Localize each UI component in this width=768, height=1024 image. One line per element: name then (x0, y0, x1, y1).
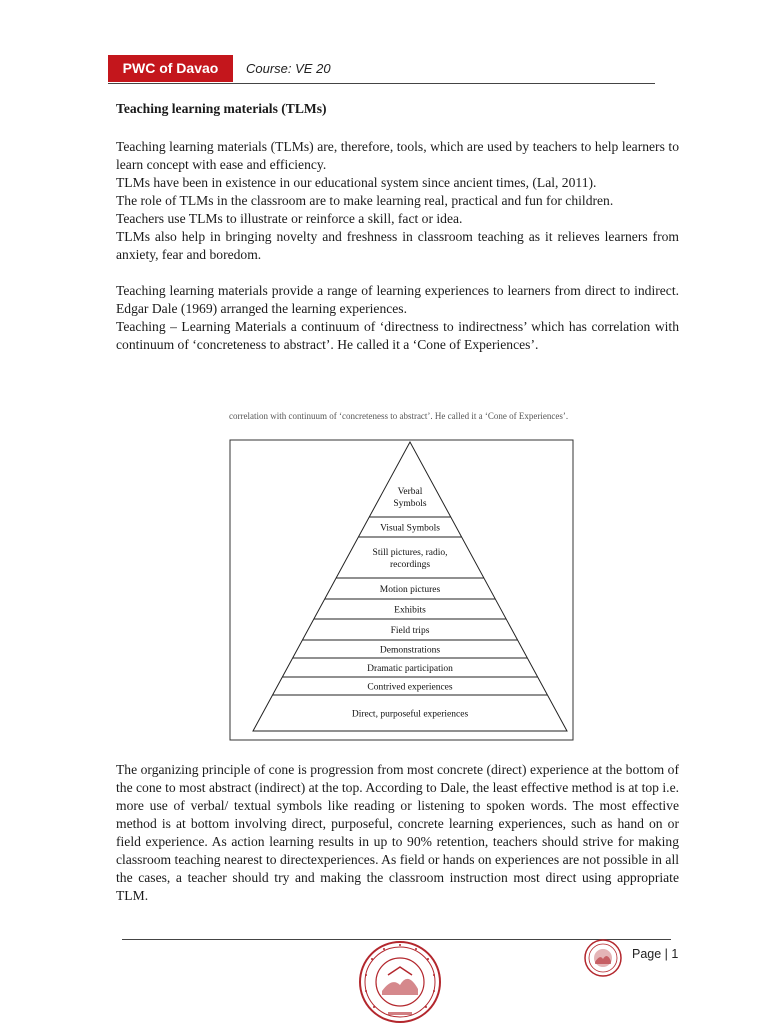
paragraph: Teaching learning materials provide a range of learning experiences to learners from direct to indirect. Edgar Dale (1969) arranged the learning experiences. (116, 283, 679, 316)
cone-of-experience-figure (223, 411, 575, 740)
paragraph: The organizing principle of cone is progression from most concrete (direct) experience at the bottom of the cone to most abstract (indirect) at the top. According to Dale, the least effective method is at top i.e. more use of verbal/ textual symbols like reading or listening to spoken words. The most effective method is at bottom involving direct, purposeful, concrete learning experiences, such as hand on or field experience. As action learning results in up to 90% retention, teachers should strive for making classroom teaching nearest to directexperiences. As field or hands on experiences are not possible in all the cases, a teacher should try and making the classroom instruction most direct using appropriate TLM. (116, 762, 679, 903)
cone-level-label: Demonstrations (379, 645, 441, 656)
cone-level-label: Visual Symbols (380, 523, 440, 534)
cone-level-label: Motion pictures (379, 585, 441, 595)
paragraph: Teaching learning materials (TLMs) are, therefore, tools, which are used by teachers to help learners to learn concept with ease and efficiency. (116, 139, 679, 172)
paragraph: TLMs have been in existence in our educational system since ancient times, (Lal, 2011). (116, 175, 597, 190)
page-number: Page | 1 (632, 947, 679, 961)
cone-level-label: Exhibits (394, 605, 426, 616)
paragraph: Teachers use TLMs to illustrate or reinforce a skill, fact or idea. (116, 211, 463, 226)
cone-level-label: recordings (389, 560, 431, 570)
cone-level-label: Still pictures, radio, (372, 548, 448, 558)
main-text (116, 100, 679, 354)
page-header (108, 55, 655, 84)
paragraph: The role of TLMs in the classroom are to make learning real, practical and fun for children. (116, 193, 614, 208)
cone-level-label: Contrived experiences (367, 682, 453, 693)
cone-level-label: Dramatic participation (367, 664, 453, 674)
course-label: Course: VE 20 (246, 61, 331, 76)
paragraph: TLMs also help in bringing novelty and freshness in classroom teaching as it relieves learners from anxiety, fear and boredom. (116, 229, 679, 262)
small-seal-icon (584, 939, 622, 977)
cone-level-label: Symbols (393, 499, 427, 509)
paragraph: Teaching – Learning Materials a continuum of ‘directness to indirectness’ which has correlation with continuum of ‘concreteness to abstract’. He called it a ‘Cone of Experiences’. (116, 319, 679, 352)
brand-label: PWC of Davao (108, 55, 233, 82)
figure-cut-caption: correlation with continuum of ‘concreteness to abstract’. He called it a ‘Cone of Experiences’. (229, 411, 569, 421)
cone-level-label: Direct, purposeful experiences (351, 709, 469, 720)
college-seal-icon (358, 941, 442, 1023)
section-title: Teaching learning materials (TLMs) (116, 101, 327, 116)
conclusion-text (116, 761, 679, 905)
cone-level-label: Field trips (390, 626, 430, 636)
cone-level-label: Verbal (397, 487, 423, 497)
